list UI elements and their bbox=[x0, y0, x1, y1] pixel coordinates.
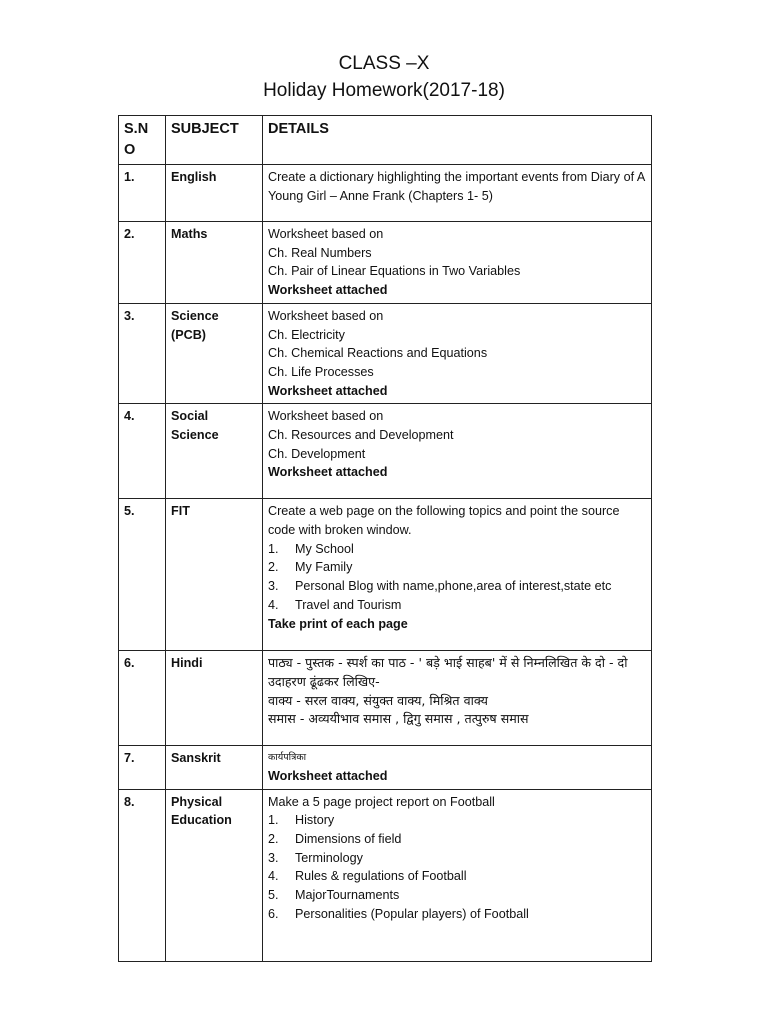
row-subject: English bbox=[166, 165, 263, 222]
list-item: 6. Personalities (Popular players) of Football bbox=[268, 906, 529, 921]
row-sno: 1. bbox=[119, 165, 166, 222]
row-subject: Physical Education bbox=[166, 789, 263, 961]
detail-line: वाक्य - सरल वाक्य, संयुक्त वाक्य, मिश्रित वाक्य bbox=[268, 692, 488, 708]
detail-line: कार्यपत्रिका bbox=[268, 752, 307, 764]
row-sno: 7. bbox=[119, 746, 166, 789]
topic-list bbox=[268, 540, 646, 615]
row-details bbox=[263, 165, 652, 222]
list-item: 2. My Family bbox=[268, 560, 353, 575]
row-sno: 6. bbox=[119, 651, 166, 746]
column-header-subject: SUBJECT bbox=[166, 116, 263, 165]
detail-line: पाठ्य - पुस्तक - स्पर्श का पाठ - ' बड़े भाई साहब' में से निम्नलिखित के दो - दो उदाहरण ढूंढकर लिखिए- bbox=[268, 655, 628, 690]
detail-line: Ch. Electricity bbox=[268, 327, 345, 342]
row-details bbox=[263, 303, 652, 404]
row-subject: Sanskrit bbox=[166, 746, 263, 789]
detail-line: Ch. Development bbox=[268, 446, 366, 461]
row-details bbox=[263, 746, 652, 789]
worksheet-note: Worksheet attached bbox=[268, 768, 388, 783]
row-sno: 3. bbox=[119, 303, 166, 404]
row-sno: 2. bbox=[119, 222, 166, 304]
list-item: 3. Terminology bbox=[268, 850, 363, 865]
row-details bbox=[263, 222, 652, 304]
detail-line: Create a web page on the following topics and point the source code with broken window. bbox=[268, 504, 620, 538]
row-details bbox=[263, 651, 652, 746]
row-subject: FIT bbox=[166, 499, 263, 651]
print-note: Take print of each page bbox=[268, 616, 408, 631]
row-sno: 8. bbox=[119, 789, 166, 961]
table-row bbox=[119, 651, 652, 746]
detail-line: Make a 5 page project report on Football bbox=[268, 794, 495, 809]
row-subject: Maths bbox=[166, 222, 263, 304]
row-subject: Science (PCB) bbox=[166, 303, 263, 404]
list-item: 4. Rules & regulations of Football bbox=[268, 869, 467, 884]
table-row bbox=[119, 165, 652, 222]
table-row bbox=[119, 746, 652, 789]
row-sno: 5. bbox=[119, 499, 166, 651]
detail-line: समास - अव्ययीभाव समास , द्विगु समास , तत्पुरुष समास bbox=[268, 711, 529, 727]
detail-line: Ch. Resources and Development bbox=[268, 428, 454, 443]
detail-line: Worksheet based on bbox=[268, 227, 384, 241]
row-details bbox=[263, 404, 652, 499]
column-header-details: DETAILS bbox=[263, 116, 652, 165]
homework-title: Holiday Homework(2017-18) bbox=[263, 80, 505, 101]
detail-line: Ch. Life Processes bbox=[268, 364, 374, 379]
list-item: 5. MajorTournaments bbox=[268, 888, 400, 903]
row-subject: Hindi bbox=[166, 651, 263, 746]
detail-line: Create a dictionary highlighting the important events from Diary of A Young Girl – Anne Frank (Chapters 1- 5) bbox=[268, 170, 645, 203]
class-title: CLASS –X bbox=[338, 53, 430, 74]
row-sno: 4. bbox=[119, 404, 166, 499]
list-item: 4. Travel and Tourism bbox=[268, 597, 402, 612]
row-details bbox=[263, 789, 652, 961]
row-subject: Social Science bbox=[166, 404, 263, 499]
detail-line: Worksheet based on bbox=[268, 308, 384, 323]
table-row bbox=[119, 499, 652, 651]
worksheet-note: Worksheet attached bbox=[268, 383, 388, 398]
list-item: 1. History bbox=[268, 813, 335, 828]
row-details bbox=[263, 499, 652, 651]
table-row bbox=[119, 222, 652, 304]
detail-line: Ch. Real Numbers bbox=[268, 245, 372, 260]
table-header-row bbox=[119, 116, 652, 165]
column-header-sno: S.N O bbox=[119, 116, 166, 165]
worksheet-note: Worksheet attached bbox=[268, 283, 388, 298]
table-row bbox=[119, 404, 652, 499]
detail-line: Ch. Pair of Linear Equations in Two Variables bbox=[268, 264, 521, 279]
topic-list bbox=[268, 811, 646, 923]
list-item: 2. Dimensions of field bbox=[268, 831, 402, 846]
table-row bbox=[119, 303, 652, 404]
homework-table bbox=[118, 115, 652, 962]
table-row bbox=[119, 789, 652, 961]
list-item: 1. My School bbox=[268, 541, 354, 556]
detail-line: Worksheet based on bbox=[268, 409, 384, 424]
detail-line: Ch. Chemical Reactions and Equations bbox=[268, 346, 488, 361]
list-item: 3. Personal Blog with name,phone,area of interest,state etc bbox=[268, 579, 612, 594]
worksheet-note: Worksheet attached bbox=[268, 465, 388, 480]
